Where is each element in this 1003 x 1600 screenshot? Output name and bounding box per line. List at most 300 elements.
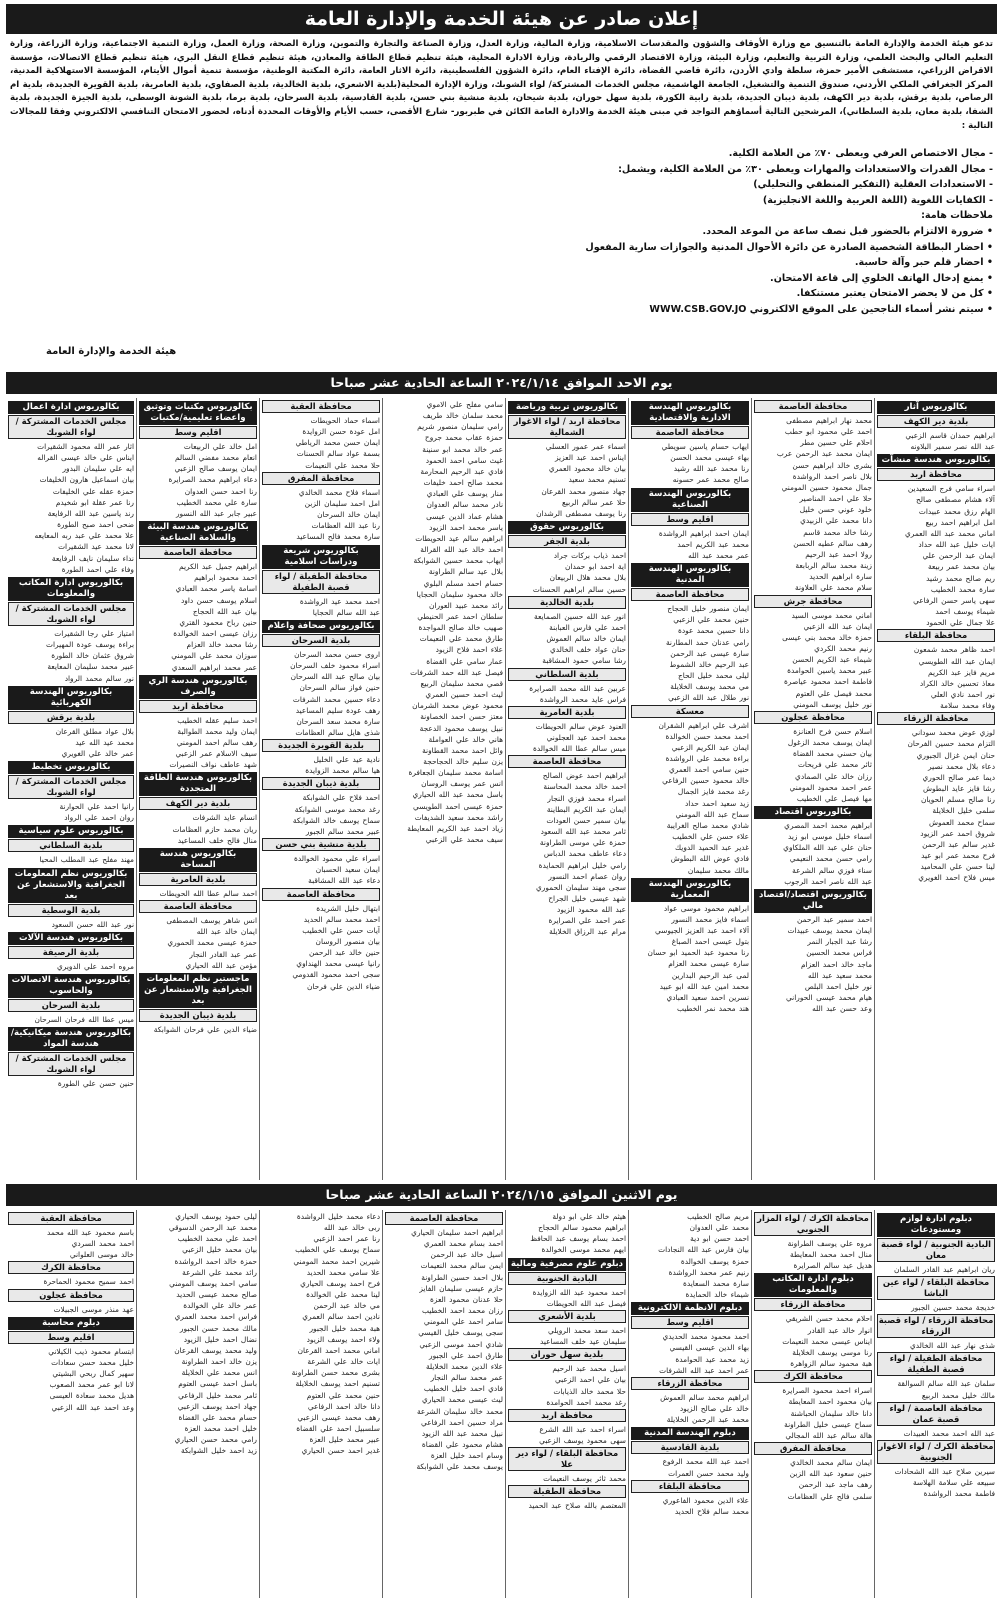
- candidate-name: عمر احمد عبد الله الشرفات: [659, 1365, 749, 1375]
- candidate-list: [877, 1378, 995, 1400]
- specialty-heading: دبلوم ادارة لوازم ومستودعات: [877, 1213, 995, 1237]
- candidate-name: عبير محمد سالم الجبور: [305, 826, 380, 836]
- candidate-name: جمال محمود حسين المومني: [781, 482, 872, 492]
- region-heading: محافظة العاصمة: [754, 400, 872, 413]
- candidate-name: بيان محمد عمر ربيعة: [927, 562, 995, 572]
- candidate-list: [8, 1078, 134, 1089]
- region-heading: بلدية القويرة الجديدة: [262, 739, 380, 752]
- candidate-list: [754, 1385, 872, 1441]
- candidate-name: شادي محمد صالح الغرايبة: [666, 820, 749, 830]
- candidate-name: ايمان يوسف محمد الزغول: [787, 738, 872, 748]
- candidate-name: حمزة خالد احمد الرواشدة: [174, 1256, 257, 1266]
- candidate-name: ايمان محمد يوسف عبيدات: [787, 926, 872, 936]
- region-heading: محافظة الكرك / لواء الاغوار الجنوبية: [878, 1440, 994, 1462]
- candidate-name: ضياء الدين علي فرحان: [306, 981, 380, 991]
- candidate-name: رشا عبد الجبار النمر: [807, 937, 872, 947]
- candidate-name: مروه علي يوسف الطراونة: [787, 1239, 872, 1248]
- candidate-name: مرام عبد الرزاق الخلايلة: [549, 927, 626, 937]
- candidate-name: وعد حسن عبد الله: [812, 1004, 872, 1014]
- candidate-name: خالد علي صالح الزيود: [679, 1404, 749, 1414]
- specialty-heading: بكالوريوس هندسة البيئة والسلامة الصناعية: [139, 521, 257, 545]
- candidate-name: باسم محمود عبد الله محمد: [46, 1228, 134, 1237]
- candidate-list: [631, 903, 749, 1015]
- candidate-name: ابتسام محمود ذيب الكيلاني: [48, 1346, 134, 1356]
- candidate-name: حنين سعود عبد الله الزبن: [789, 1469, 872, 1479]
- region-heading: محافظة الطفيلة: [508, 1485, 626, 1498]
- candidate-name: ليث عيسى محمد الحياري: [422, 1395, 503, 1405]
- candidate-name: سامي احمد يوسف المومني: [169, 1278, 257, 1288]
- candidate-name: محمد عيد الله عيد: [75, 737, 134, 747]
- candidate-name: ريان محمد حازم العظامات: [172, 824, 257, 834]
- day-2-candidates: [6, 1210, 997, 1598]
- candidate-name: يزن سليم خالد الحجاحجة: [423, 757, 503, 766]
- specialty-heading: دبلوم علوم مصرفية ومالية: [508, 1258, 626, 1271]
- candidate-name: سجى احمد محمود القدومي: [292, 970, 380, 980]
- candidate-name: رنا موسى يوسف الخلايلة: [792, 1347, 872, 1357]
- candidate-list: [262, 754, 380, 776]
- candidate-name: سارة محمد الخطيب: [930, 584, 995, 594]
- candidate-name: علا سامي محمد الحديد: [306, 1267, 380, 1277]
- region-heading: محافظة البلقاء / لواء عين الباشا: [877, 1276, 995, 1300]
- candidate-name: رغد محمد فايز الجمال: [677, 787, 749, 797]
- candidate-name: اسامة ياسر محمد العبادي: [175, 584, 257, 594]
- candidate-name: صهيب خالد صالح المواجدة: [418, 623, 503, 633]
- region-heading: محافظة الطفيلة / لواء قصبة الطفيلة: [262, 570, 380, 594]
- region-heading: محافظة العاصمة: [631, 426, 749, 439]
- candidate-name: سلمى فالح علي العظامات: [787, 1491, 872, 1501]
- candidate-list: [139, 888, 257, 899]
- candidate-name: ايمان عبد الكريم الزعبي: [671, 742, 749, 752]
- region-heading: بلدية الجفر: [508, 535, 626, 548]
- region-heading: محافظة الزرقاء: [877, 712, 995, 725]
- candidate-name: محمد فيصل علي العتوم: [795, 688, 872, 698]
- candidate-name: دعاء حسين محمد الشرفات: [292, 694, 380, 704]
- candidate-name: محمد سالم فلاح الحديد: [674, 1506, 749, 1516]
- candidate-list: [262, 1211, 380, 1456]
- region-heading: بلدية السرحان: [8, 999, 134, 1012]
- region-heading: بلدية الخالدية: [508, 596, 626, 609]
- candidate-name: رشا فايز عايد البطوش: [922, 784, 995, 794]
- candidate-list: [631, 603, 749, 703]
- candidate-name: احمد محمد حسن الخوالدة: [665, 731, 749, 741]
- specialty-heading: بكالوريوس الهندسة الادارية والاقتصادية: [631, 401, 749, 425]
- candidate-name: عهد منذر موسى الجبيلات: [53, 1304, 134, 1314]
- candidate-name: ايمان يوسف صالح الزعبي: [174, 464, 257, 474]
- candidate-name: مهند مفلح عبد المطلب المحيا: [39, 855, 134, 865]
- candidate-name: احمد محمد سالم الحديد: [303, 914, 380, 924]
- candidate-name: عمر خالد علي الغويري: [61, 748, 134, 758]
- candidate-name: آيات حسن علي الخطيب: [302, 925, 380, 935]
- candidate-name: حنين خالد عبد الرحمن: [308, 948, 380, 958]
- note-line: • سيتم نشر أسماء الناجحين على الموقع الالكتروني WWW.CSB.GOV.JO: [649, 303, 993, 315]
- candidate-name: حمزة عيسى احمد الطويسي: [412, 801, 503, 811]
- candidate-name: بيان خالد محمود العمري: [548, 464, 626, 474]
- region-heading: البادية الجنوبية / لواء قصبة معان: [877, 1238, 995, 1262]
- candidate-list: [385, 1227, 503, 1472]
- candidate-name: فاطمة احمد محمود عياصرة: [784, 677, 872, 687]
- candidate-name: سوزان محمد علي المومني: [171, 651, 257, 661]
- candidate-name: رهف سالم احمد المومني: [176, 737, 257, 747]
- region-heading: محافظة الكرك: [754, 1370, 872, 1383]
- candidate-name: رنا عمر احمد الزعبي: [313, 1234, 380, 1244]
- candidate-name: فادي عوض الله البطوش: [670, 854, 749, 864]
- region-heading: محافظة الزرقاء: [754, 1298, 872, 1311]
- candidate-name: محمد ثائر يوسف النعيمات: [543, 1474, 626, 1484]
- candidate-list: [385, 399, 503, 845]
- candidate-column: [505, 398, 628, 1180]
- candidate-name: دعاء محمد خليل الرواشدة: [296, 1212, 380, 1221]
- candidate-list: [262, 415, 380, 471]
- candidate-name: منال احمد محمد المعايطة: [790, 1250, 872, 1260]
- candidate-name: سماح يوسف علي الخطيب: [295, 1245, 380, 1255]
- candidate-name: رشا خالد محمد قاسم: [803, 527, 872, 537]
- candidate-name: بلال محمد هلال الربيعان: [549, 573, 626, 583]
- region-heading: البادية الجنوبية: [508, 1272, 626, 1285]
- candidate-name: عبد الله نصر سمير البلاونه: [910, 442, 995, 452]
- specialty-heading: دبلوم ادارة المكاتب والمعلومات: [754, 1273, 872, 1297]
- specialty-heading: بكالوريوس تخطيط: [8, 761, 134, 774]
- candidate-name: عمر احمد محمود المومني: [789, 782, 872, 792]
- note-line: • احضار قلم حبر وآلة حاسبة.: [854, 257, 993, 269]
- candidate-name: آلاء احمد عبد العزيز الجيوسي: [655, 926, 749, 935]
- candidate-name: اسماء خليل موسى ابو زيد: [787, 832, 872, 842]
- candidate-name: ايه علي سليمان البدور: [62, 464, 134, 474]
- candidate-name: ريم صالح محمد رشيد: [926, 573, 995, 583]
- candidate-name: هند محمد نمر الخطيب: [677, 1004, 749, 1014]
- candidate-name: عمر محمد عبد الله: [688, 550, 749, 560]
- specialty-heading: بكالوريوس اقتصاد/اقتصاد مالي: [754, 889, 872, 913]
- candidate-name: غدير سالم عبد الرحمن: [922, 839, 995, 849]
- candidate-name: العنود عوض سالم الحويطات: [535, 721, 626, 731]
- candidate-name: فراس محمد الحسين: [806, 948, 872, 958]
- candidate-name: نور عبد الله حسن السعود: [51, 919, 134, 929]
- day-1-candidates: [6, 398, 997, 1180]
- candidate-list: [8, 1346, 134, 1413]
- candidate-list: [631, 1211, 749, 1300]
- candidate-name: هيثم خالد علي ابو دولة: [552, 1212, 626, 1221]
- note-line: - مجال الاختصاص العرفي ويعطى ٧٠٪ من العلامة الكلية.: [728, 148, 993, 159]
- note-line: • احضار البطاقة الشخصية الصادرة عن دائرة الأحوال المدنية والجوازات سارية المفعول: [585, 241, 993, 253]
- candidate-name: فيصل عبد الله حمد الشرفات: [410, 667, 503, 677]
- candidate-name: سارة محمد سعد السرحان: [296, 716, 380, 726]
- candidate-name: حنين سامي احمد العمري: [668, 765, 749, 775]
- candidate-name: احمد ذياب بركات جراد: [553, 551, 626, 561]
- candidate-name: باسل احمد عيسى العتوم: [178, 1379, 257, 1389]
- candidate-name: علاء الدين محمد الخلايلة: [425, 1361, 503, 1371]
- region-heading: بلدية دير الكهف: [877, 415, 995, 428]
- candidate-name: التزام محمد حسين الفرحان: [907, 739, 995, 749]
- candidate-name: يوسف محمد علي الشوابكة: [416, 1462, 503, 1472]
- candidate-list: [262, 649, 380, 738]
- candidate-name: جهاد احمد يوسف الزعبي: [177, 1401, 257, 1411]
- candidate-list: [877, 727, 995, 883]
- region-heading: محافظة جرش: [754, 595, 872, 608]
- candidate-name: شروق عثمان خالد الطورة: [51, 651, 134, 661]
- candidate-name: وفاء علي احمد الطورة: [61, 564, 134, 574]
- candidate-name: ابراهيم جميل عبد الكريم: [179, 562, 257, 572]
- candidate-name: رنا صالح مسلم الحويان: [920, 795, 995, 805]
- candidate-name: فادي احمد خليل الخطيب: [423, 1384, 503, 1394]
- candidate-name: بسمة عواد سالم الحسنات: [296, 449, 380, 459]
- candidate-name: معاذ تحسين خالد الكراد: [919, 678, 995, 688]
- candidate-list: [631, 1456, 749, 1478]
- region-heading: اقليم وسط: [139, 426, 257, 439]
- candidate-name: رهف محمد عيسى الزعبي: [297, 1412, 380, 1422]
- candidate-name: شهد عيسى خليل الجراح: [548, 894, 626, 903]
- candidate-name: سماح عبد الله المومني: [675, 809, 749, 819]
- candidate-name: احمد محمود ابراهيم: [194, 573, 257, 583]
- candidate-list: [262, 853, 380, 886]
- candidate-column: [6, 398, 136, 1180]
- candidate-column: [259, 398, 382, 1180]
- candidate-name: لوزي عوض محمد سوداني: [911, 728, 995, 738]
- candidate-name: رامي سليمان منصور شريم: [417, 422, 503, 432]
- candidate-name: رائد محمد علي الشرعة: [182, 1267, 257, 1277]
- region-heading: محافظة اربد / لواء الاغوار الشمالية: [508, 415, 626, 439]
- candidate-name: ايات خالد علي الشرعة: [307, 1357, 380, 1367]
- candidate-name: اسيل محمد عبد الرحيم: [552, 1364, 626, 1374]
- candidate-name: ابراهيم محمد احمد المصري: [784, 821, 872, 830]
- candidate-name: اسراء سامي فرج السعيدين: [907, 484, 995, 494]
- candidate-name: ايهاب حسام ياسين سويطي: [661, 442, 749, 451]
- candidate-name: محمد نهار ابراهيم مصطفى: [786, 416, 872, 425]
- candidate-name: عمر محمد سالم النجار: [430, 1373, 503, 1383]
- candidate-name: احمد عبد الله محمد الرفوع: [662, 1457, 749, 1467]
- candidate-name: رشا محمد خالد العزام: [186, 640, 257, 650]
- candidate-name: بلال عواد مطلق القرعان: [55, 726, 134, 736]
- candidate-name: ايناس عيسى محمد النعيمات: [782, 1336, 872, 1346]
- candidate-name: عبير محمد سليمان المعايعة: [47, 662, 134, 672]
- candidate-name: المعتصم بالله صلاح عبد الحميد: [528, 1501, 626, 1511]
- candidate-name: رنا عبد الله العظامات: [311, 521, 380, 531]
- candidate-name: سماح يوسف خالد الشوابكة: [292, 815, 380, 825]
- note-line: • كل من لا يحضر الامتحان يعتبر مستنكفا.: [796, 288, 993, 300]
- candidate-name: عبير محمد خليل العزة: [309, 1435, 380, 1445]
- candidate-name: ثامر محمد خليل الرفاعي: [178, 1390, 257, 1400]
- region-heading: مجلس الخدمات المشتركة / لواء الشوبك: [8, 602, 134, 626]
- candidate-list: [508, 1424, 626, 1446]
- candidate-name: محمد عبد الكريم احمد: [677, 539, 749, 549]
- region-heading: مجلس الخدمات المشتركة / لواء الشوبك: [8, 1052, 134, 1076]
- candidate-name: امل عودة حسن الزوايدة: [302, 427, 380, 437]
- candidate-name: ايمان خالد السرحان: [317, 510, 380, 520]
- note-line: • يمنع إدخال الهاتف الخلوي إلى قاعة الامتحان.: [770, 272, 993, 284]
- candidate-column: [136, 398, 259, 1180]
- candidate-name: خديجة محمد حسين الجبور: [911, 1303, 995, 1313]
- candidate-name: مريم صالح الخطيب: [687, 1212, 749, 1221]
- candidate-list: [754, 726, 872, 804]
- region-heading: محافظة الكرك: [8, 1261, 134, 1274]
- candidate-list: [877, 430, 995, 452]
- candidate-name: فاطمة محمد الرواشدة: [923, 1489, 995, 1499]
- candidate-name: نضال احمد خليل الزيود: [183, 1334, 257, 1344]
- region-heading: محافظة العاصمة: [631, 588, 749, 601]
- candidate-name: تسنيم احمد يوسف الخلايلة: [295, 1379, 380, 1389]
- candidate-list: [8, 1304, 134, 1315]
- candidate-name: ايمان عبد الله الزعبي: [803, 621, 872, 631]
- candidate-column: [505, 1210, 628, 1598]
- candidate-name: شيماء عبد الكريم الحسن: [792, 655, 872, 665]
- candidate-name: بيان حسني محمد القضاة: [792, 749, 872, 759]
- candidate-name: شذى نهار عبد الله الخالدي: [909, 1341, 995, 1351]
- candidate-list: [262, 596, 380, 618]
- region-heading: محافظة العاصمة: [508, 755, 626, 768]
- candidate-name: لمى عبد الرحيم البدارين: [671, 970, 749, 980]
- candidate-name: شيرين احمد محمد المومني: [293, 1256, 380, 1266]
- candidate-column: [628, 1210, 751, 1598]
- candidate-name: منار يوسف علي العبادي: [426, 489, 503, 499]
- candidate-name: اشرف علي ابراهيم الشقران: [658, 720, 749, 730]
- candidate-name: دعاء بلال محمد نصير: [928, 761, 995, 771]
- candidate-name: ميس فلاح احمد الغويري: [918, 873, 995, 883]
- region-heading: محافظة عجلون: [8, 1289, 134, 1302]
- candidate-name: دانا خالد احمد الرفاعي: [307, 1401, 380, 1411]
- candidate-name: رزان محمد احمد الخطيب: [422, 1306, 503, 1316]
- candidate-name: ليث احمد حسين العمري: [425, 690, 503, 700]
- region-heading: مجلس الخدمات المشتركة / لواء الشوبك: [8, 775, 134, 799]
- candidate-name: محمد خالد سليمان الشرعة: [416, 1406, 503, 1416]
- candidate-list: [631, 441, 749, 486]
- candidate-name: نور احمد نادي العلي: [930, 689, 995, 699]
- specialty-heading: بكالوريوس هندسة الآلات: [8, 932, 134, 945]
- candidate-name: رامي خليل ابراهيم الحمايدة: [538, 860, 626, 870]
- candidate-name: بيان فارس عبد الله النجادات: [658, 1245, 749, 1255]
- region-heading: بلدية برقش: [8, 711, 134, 724]
- specialty-heading: بكالوريوس هندسة المساحة: [139, 848, 257, 872]
- candidate-name: عبير محمد ياسين الحوامدة: [787, 666, 872, 676]
- candidate-name: نبيل محمد عبد الله الزيود: [421, 1428, 503, 1438]
- candidate-name: طارق محمد علي النعيمات: [419, 634, 503, 644]
- candidate-list: [8, 441, 134, 575]
- candidate-name: عبد الرحيم خالد الشموط: [669, 659, 749, 669]
- candidate-list: [631, 1392, 749, 1425]
- candidate-name: نبيل يوسف محمود الدعجة: [419, 723, 503, 733]
- candidate-name: سارة محمد فالح المساعيد: [296, 532, 380, 542]
- candidate-name: علا جمال علي الحمود: [926, 618, 995, 628]
- candidate-name: احمد محمود محمد الحديدي: [662, 1332, 749, 1342]
- candidate-name: شهد عاطف نواف النصيرات: [169, 760, 257, 770]
- region-heading: محافظة المفرق: [754, 1442, 872, 1455]
- candidate-name: احمد سليم عقله الخطيب: [177, 715, 257, 725]
- candidate-name: عبير جابر عبد الله النسور: [175, 508, 257, 518]
- candidate-name: احمد بسام محمد العمري: [423, 1239, 503, 1249]
- candidate-name: نادية عيد علي الخليل: [313, 755, 380, 765]
- candidate-name: بلال عيد سالم الطراونة: [428, 567, 503, 577]
- candidate-column: [874, 1210, 997, 1598]
- candidate-name: سبيعه علي سلامة الهلاسة: [912, 1478, 995, 1488]
- candidate-name: معتز حسن احمد الخصاونة: [420, 712, 503, 722]
- candidate-name: خليل محمد حسن سعادات: [51, 1357, 134, 1367]
- candidate-name: عبد الله احمد محمد العبيدات: [903, 1428, 995, 1438]
- candidate-name: جهاد منصور محمد القرعان: [541, 486, 626, 496]
- candidate-name: سامي مفلح علي الاموي: [426, 400, 503, 409]
- candidate-list: [877, 644, 995, 711]
- specialty-heading: بكالوريوس نظم المعلومات الجغرافية والاستشعار عن بعد: [8, 868, 134, 903]
- candidate-name: حنان عواد خلف الخالدي: [549, 645, 626, 655]
- candidate-name: امل خالد علي الربيعات: [183, 442, 257, 451]
- region-heading: بلدية الرصيفة: [8, 946, 134, 959]
- candidate-name: حمزة خالد محمد بني عيسى: [782, 632, 872, 642]
- candidate-list: [877, 1302, 995, 1313]
- candidate-list: [139, 915, 257, 971]
- candidate-name: محمود عوض محمد الشرمان: [412, 701, 503, 711]
- candidate-name: حنان علي عبد الله الملكاوي: [783, 843, 872, 853]
- candidate-name: اماني محمد موسى السيد: [791, 610, 872, 620]
- candidate-name: حلا محمد علي النعيمات: [305, 460, 380, 470]
- candidate-name: ايهاب محمد حسين الشوابكة: [413, 556, 503, 566]
- candidate-list: [508, 721, 626, 754]
- candidate-name: مالك محمد سليمان: [687, 865, 749, 875]
- candidate-name: علا محمد علي عبد ربه المعايعه: [34, 531, 134, 541]
- candidate-name: احمد حسن ابو دية: [690, 1234, 749, 1244]
- candidate-list: [631, 720, 749, 876]
- candidate-name: انعام محمد مفضي السالم: [174, 453, 257, 463]
- region-heading: اقليم وسط: [631, 1316, 749, 1329]
- candidate-name: حسام احمد مسلم البلوي: [423, 578, 503, 588]
- candidate-list: [8, 1014, 134, 1025]
- candidate-name: سارة ابراهيم الحديد: [809, 572, 872, 582]
- region-heading: محافظة البلقاء / لواء دير علا: [508, 1447, 626, 1471]
- specialty-heading: بكالوريوس علوم سياسية: [8, 825, 134, 838]
- candidate-name: بهاء عيسى محمد الحسن: [670, 453, 749, 463]
- candidate-name: نداء سليمان نايف الرفايعة: [51, 553, 134, 563]
- candidate-name: ربى خالد عبد الله: [323, 1223, 380, 1233]
- candidate-list: [8, 801, 134, 823]
- candidate-name: هبة محمود سالم الزواهرة: [790, 1359, 872, 1369]
- region-heading: بلدية سهل حوران: [508, 1348, 626, 1361]
- candidate-name: احمد علي فارس العبابنة: [549, 622, 626, 632]
- region-heading: بلدية ذيبان الجديدة: [262, 777, 380, 790]
- candidate-name: انوار خالد عبد القادر: [807, 1325, 872, 1335]
- candidate-name: اماني محمد عبد الله العمري: [905, 528, 995, 538]
- region-heading: محافظة الزرقاء / لواء قصبة الزرقاء: [878, 1315, 994, 1337]
- candidate-name: عبد الله سالم الحجايا: [312, 607, 380, 617]
- candidate-name: رنيم عمر محمد الرواشدة: [668, 1267, 749, 1277]
- candidate-name: عبد الله محمود الزيود: [557, 905, 626, 915]
- candidate-list: [508, 441, 626, 519]
- candidate-name: سيف محمد علي الزعبي: [425, 835, 503, 845]
- candidate-name: اسماء حماد الحويطات: [310, 416, 380, 425]
- candidate-name: سجى مهند سليمان الحموري: [536, 882, 626, 892]
- candidate-name: ريان ابراهيم عبد القادر السلمان: [894, 1265, 995, 1274]
- candidate-name: حلا عدنان محمود العزة: [430, 1294, 503, 1304]
- candidate-name: مالك خليل محمد الربيع: [921, 1390, 995, 1400]
- candidate-name: احمد سالم عطا الله الحويطات: [159, 888, 257, 898]
- candidate-name: حمزة يوسف الخوالدة: [680, 1256, 749, 1266]
- specialty-heading: بكالوريوس هندسة الاتصالات والحاسوب: [8, 974, 134, 998]
- candidate-name: سلمى خليل الخلايلة: [932, 806, 995, 816]
- candidate-name: ليلى محمد خليل الحاج: [678, 671, 749, 681]
- candidate-name: لينا حسن علي المحاميد: [920, 862, 995, 872]
- region-heading: محافظة العاصمة / لواء قصبة عمان: [877, 1402, 995, 1426]
- candidate-name: غيث سامي احمد الحمود: [425, 455, 503, 465]
- candidate-name: سارة محمد السعايدة: [683, 1278, 749, 1288]
- region-heading: بلدية السلطاني: [508, 668, 626, 681]
- candidate-list: [139, 561, 257, 673]
- candidate-list: [754, 610, 872, 710]
- candidate-name: رنا احمد حسن العدوان: [184, 486, 257, 496]
- candidate-name: خالد محمود حسين الرفاعي: [662, 776, 749, 786]
- candidate-name: عربين عبد الله محمد الصرايرة: [529, 683, 626, 693]
- region-heading: محافظة الزرقاء: [631, 1377, 749, 1390]
- candidate-name: احمد خالد عبد الله القرالة: [420, 545, 503, 555]
- candidate-name: شيماء خالد الحمايدة: [685, 1290, 749, 1300]
- candidate-name: نادر محمد سالم العدوان: [426, 500, 503, 510]
- candidate-name: ضياء الدين علي فرحان الشوابكة: [153, 1024, 257, 1034]
- candidate-list: [754, 1457, 872, 1502]
- candidate-name: احمد محمد عيد الرواشدة: [299, 596, 380, 606]
- candidate-column: [382, 398, 505, 1180]
